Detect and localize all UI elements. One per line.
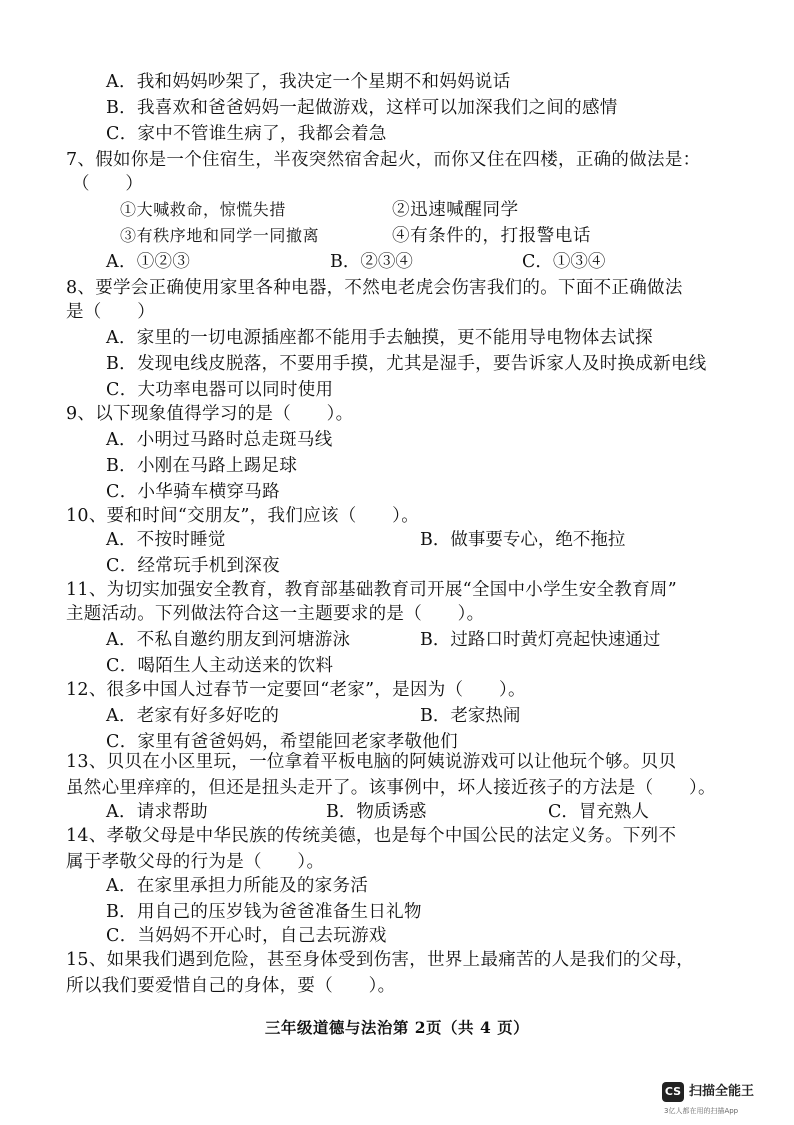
- q7-option-a: A．①②③: [106, 252, 191, 272]
- q9-option-a: A．小明过马路时总走斑马线: [106, 430, 333, 450]
- q14-option-b: B．用自己的压岁钱为爸爸准备生日礼物: [106, 902, 422, 922]
- q11-stem-line2: 主题活动。下列做法符合这一主题要求的是（ ）。: [66, 604, 485, 624]
- q8-option-a: A．家里的一切电源插座都不能用手去触摸，更不能用导电物体去试探: [106, 328, 653, 348]
- scanner-watermark: [662, 1080, 782, 1118]
- q7-stem: 7、假如你是一个住宿生，半夜突然宿舍起火，而你又住在四楼，正确的做法是：: [66, 150, 701, 170]
- q7-answer-paren: （ ）: [72, 174, 144, 194]
- q15-stem-line2: 所以我们要爱惜自己的身体，要（ ）。: [66, 976, 396, 996]
- q7-statement-1: ①大喊救命，惊慌失措: [120, 200, 287, 219]
- q9-stem: 9、以下现象值得学习的是（ ）。: [66, 404, 354, 424]
- q12-option-c: C．家里有爸爸妈妈，希望能回老家孝敬他们: [106, 732, 458, 752]
- q13-option-c: C．冒充熟人: [548, 802, 649, 822]
- scanner-app-name: 扫描全能王: [689, 1084, 755, 1099]
- q6-option-a: A．我和妈妈吵架了，我决定一个星期不和妈妈说话: [106, 72, 511, 92]
- q7-option-c: C．①③④: [522, 252, 606, 272]
- q13-option-a: A．请求帮助: [106, 802, 208, 822]
- q10-option-a: A．不按时睡觉: [106, 530, 226, 550]
- q7-statement-4: ④有条件的，打报警电话: [392, 226, 592, 246]
- q13-option-b: B．物质诱惑: [326, 802, 427, 822]
- scanner-tagline: 3亿人都在用的扫描App: [664, 1107, 739, 1115]
- q6-option-b: B．我喜欢和爸爸妈妈一起做游戏，这样可以加深我们之间的感情: [106, 98, 618, 118]
- q7-option-b: B．②③④: [330, 252, 413, 272]
- q9-option-b: B．小刚在马路上踢足球: [106, 456, 298, 476]
- q9-option-c: C．小华骑车横穿马路: [106, 482, 280, 502]
- q14-option-c: C．当妈妈不开心时，自己去玩游戏: [106, 926, 387, 946]
- q6-option-c: C．家中不管谁生病了，我都会着急: [106, 124, 387, 144]
- q10-option-c: C．经常玩手机到深夜: [106, 556, 280, 576]
- q8-stem-line2: 是（ ）: [66, 302, 155, 322]
- page-footer: 三年级道德与法治第 2页（共 4 页）: [264, 1018, 530, 1037]
- q14-stem-line2: 属于孝敬父母的行为是（ ）。: [66, 852, 325, 872]
- q12-option-a: A．老家有好多好吃的: [106, 706, 280, 726]
- q10-option-b: B．做事要专心，绝不拖拉: [420, 530, 626, 550]
- q11-option-a: A．不私自邀约朋友到河塘游泳: [106, 630, 351, 650]
- q13-stem-line2: 虽然心里痒痒的，但还是扭头走开了。该事例中，坏人接近孩子的方法是（ ）。: [66, 778, 716, 798]
- q10-stem: 10、要和时间“交朋友”，我们应该（ ）。: [66, 506, 420, 526]
- q11-option-c: C．喝陌生人主动送来的饮料: [106, 656, 334, 676]
- q15-stem-line1: 15、如果我们遇到危险，甚至身体受到伤害，世界上最痛苦的人是我们的父母，: [66, 950, 695, 970]
- q12-option-b: B．老家热闹: [420, 706, 521, 726]
- q7-statement-2: ②迅速喊醒同学: [392, 200, 519, 220]
- q14-option-a: A．在家里承担力所能及的家务活: [106, 876, 369, 896]
- q8-stem-line1: 8、要学会正确使用家里各种电器，不然电老虎会伤害我们的。下面不正确做法: [66, 278, 683, 298]
- camscanner-logo-icon: CS: [662, 1082, 684, 1102]
- q13-stem-line1: 13、贝贝在小区里玩，一位拿着平板电脑的阿姨说游戏可以让他玩个够。贝贝: [66, 752, 677, 772]
- q7-statement-3: ③有秩序地和同学一同撤离: [120, 226, 320, 245]
- q11-option-b: B．过路口时黄灯亮起快速通过: [420, 630, 661, 650]
- q14-stem-line1: 14、孝敬父母是中华民族的传统美德，也是每个中国公民的法定义务。下列不: [66, 826, 677, 846]
- q8-option-b: B．发现电线皮脱落，不要用手摸，尤其是湿手，要告诉家人及时换成新电线: [106, 354, 707, 374]
- q11-stem-line1: 11、为切实加强安全教育，教育部基础教育司开展“全国中小学生安全教育周”: [66, 580, 677, 600]
- q8-option-c: C．大功率电器可以同时使用: [106, 380, 334, 400]
- q12-stem: 12、很多中国人过春节一定要回“老家”，是因为（ ）。: [66, 680, 526, 700]
